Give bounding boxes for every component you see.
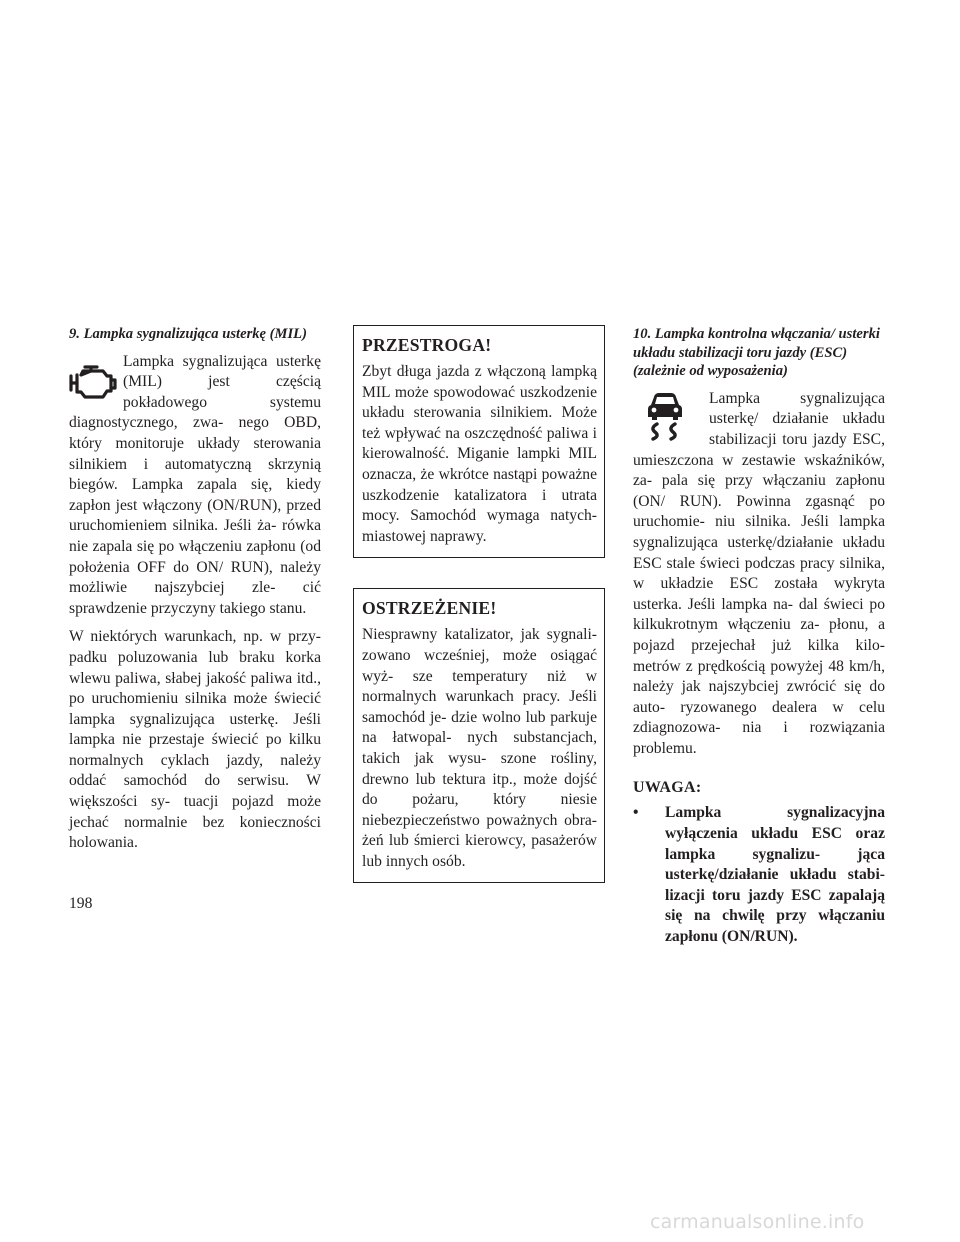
caution-title: PRZESTROGA! <box>362 335 492 355</box>
note-title: UWAGA: <box>633 779 702 797</box>
caution-text: Zbyt długa jazda z włączoną lampką MIL może spowodować uszkodzenie układu sterowania silnikiem. Może też wpływać na oszczędność paliwa i kierowalność. Miganie lampki MIL oznacza, że wkrótce nastąpi poważne uszkodzenie katalizatora i utrata mocy. Samochód wymaga natych- miastowej naprawy. <box>362 363 597 545</box>
mil-paragraph-1: Lampka sygnalizująca usterkę (MIL) jest częścią pokładowego systemu diagnostycznego, zwa- nego OBD, który monitoruje układy sterowania silnikiem i automatyczną skrzynią biegów. Lampka zapala się, kiedy zapłon jest włączony (ON/RUN), przed uruchomieniem silnika. Jeśli ża- rówka nie zapala się po włączeniu zapłonu (od położenia OFF do ON/ RUN), należy możliwie najszybciej zle- cić sprawdzenie przyczyny takiego stanu. <box>69 352 321 617</box>
watermark: carmanualsonline.info <box>650 1211 865 1233</box>
warning-title: OSTRZEŻENIE! <box>362 598 497 619</box>
warning-box <box>353 588 605 883</box>
esc-skid-car-icon <box>645 391 685 441</box>
middle-column <box>353 325 605 883</box>
left-column <box>69 325 321 862</box>
bullet-text: Lampka sygnalizacyjna wyłączenia układu ESC oraz lampka sygnalizu- jąca usterkę/działanie układu stabi- lizacji toru jazdy ESC zapalają się na chwilę przy włączaniu zapłonu (ON/RUN). <box>665 804 885 946</box>
mil-text-block <box>69 352 321 628</box>
check-engine-icon <box>67 362 119 402</box>
right-column <box>633 325 885 948</box>
mil-section-heading: 9. Lampka sygnalizująca usterkę (MIL) <box>69 326 307 342</box>
list-item <box>633 803 885 947</box>
bullet-marker: • <box>633 804 639 822</box>
page-number: 198 <box>69 895 93 912</box>
mil-paragraph-2: W niektórych warunkach, np. w przy- padku poluzowania lub braku korka wlewu paliwa, słabej jakość paliwa itd., po uruchomieniu silnika może świecić lampka sygnalizująca usterkę. Jeśli lampka nie przestaje świecić po kilku normalnych cyklach jazdy, należy oddać samochód do serwisu. W większości sy- tuacji pojazd może jechać normalnie bez konieczności holowania. <box>69 628 321 852</box>
esc-paragraph-1: Lampka sygnalizująca usterkę/ działanie układu stabilizacji toru jazdy ESC, umieszczona w zestawie wskaźników, za- pala się przy włączaniu zapłonu (ON/ RUN). Powinna zgasnąć po uruchomie- niu silnika. Jeśli lampka sygnalizująca usterkę/działanie układu ESC stale świeci podczas pracy silnika, w układzie ESC została wykryta usterka. Jeśli lampka na- dal świeci po kilkukrotnym włączeniu za- płonu, a pojazd przejechał już kilka kilo- metrów z prędkością powyżej 48 km/h, należy jak najszybciej zwrócić się do auto- ryzowanego dealera w celu zdiagnozowa- nia i rozwiązania problemu. <box>633 389 885 757</box>
caution-box <box>353 325 605 558</box>
warning-text: Niesprawny katalizator, jak sygnali- zowano wcześniej, może osiągać wyż- sze temperatury niż w normalnych warunkach pracy. Jeśli samochód je- dzie wolno lub parkuje na łatwopal- nych substancjach, takich jak wysu- szone rośliny, drewno lub tektura itp., może dojść do pożaru, który niesie niebezpieczeństwo poważnych obra- żeń lub śmierci kierowcy, pasażerów lub innych osób. <box>362 626 597 870</box>
esc-section-heading: 10. Lampka kontrolna włączania/ usterki układu stabilizacji toru jazdy (ESC) (zależnie od wyposażenia) <box>633 326 880 380</box>
esc-text-block <box>633 389 885 768</box>
note-bullet-list <box>633 803 885 947</box>
